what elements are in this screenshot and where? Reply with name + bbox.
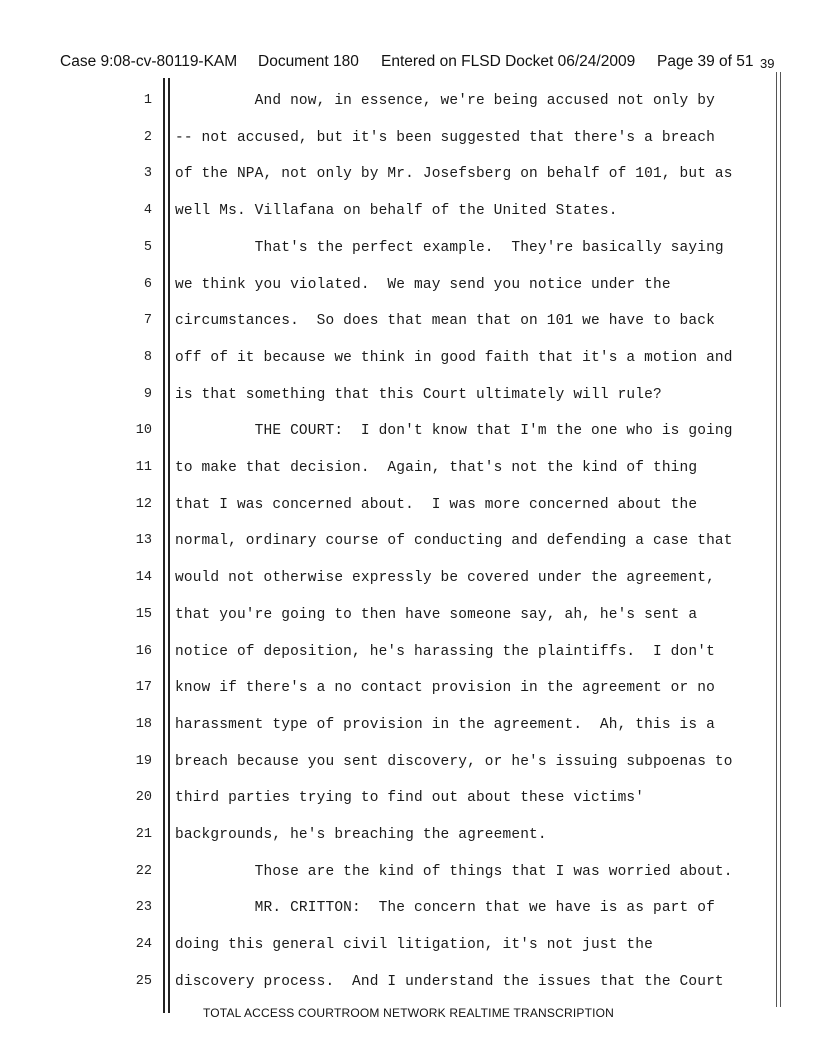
line-text: would not otherwise expressly be covered under the agreement,	[175, 570, 715, 587]
line-number: 11	[135, 460, 152, 475]
case-number: Case 9:08-cv-80119-KAM	[60, 53, 238, 70]
line-number: 13	[135, 533, 152, 549]
line-number: 24	[135, 937, 152, 953]
line-text: -- not accused, but it's been suggested that there's a breach	[175, 129, 715, 146]
transcript-line	[0, 350, 817, 380]
line-text: we think you violated. We may send you notice under the	[175, 276, 671, 293]
line-number: 3	[143, 166, 152, 182]
line-number: 15	[135, 606, 152, 622]
transcript-line	[0, 166, 817, 196]
line-text: doing this general civil litigation, it's not just the	[175, 937, 653, 954]
line-text: THE COURT: I don't know that I'm the one who is going	[175, 423, 733, 440]
line-number: 4	[143, 203, 152, 219]
transcript-line	[0, 754, 817, 784]
transcript-line	[0, 423, 817, 453]
line-number: 6	[143, 276, 152, 292]
transcript-line	[0, 790, 817, 820]
line-number: 7	[143, 313, 152, 329]
transcript-line	[0, 313, 817, 343]
line-text: discovery process. And I understand the issues that the Court	[175, 973, 724, 990]
line-text: circumstances. So does that mean that on 101 we have to back	[175, 313, 715, 330]
line-text: breach because you sent discovery, or he's issuing subpoenas to	[175, 753, 733, 770]
line-text: MR. CRITTON: The concern that we have is as part of	[175, 900, 715, 917]
line-number: 23	[135, 900, 152, 916]
line-number: 12	[135, 496, 152, 512]
line-number: 1	[143, 93, 152, 108]
line-text: well Ms. Villafana on behalf of the United States.	[175, 203, 618, 220]
transcript-line	[0, 497, 817, 527]
line-text: know if there's a no contact provision in the agreement or no	[175, 680, 715, 697]
line-text: that you're going to then have someone say, ah, he's sent a	[175, 606, 698, 623]
line-number: 5	[143, 239, 152, 255]
transcript-line	[0, 203, 817, 233]
transcript-line	[0, 570, 817, 600]
line-text: off of it because we think in good faith that it's a motion and	[175, 349, 733, 366]
transcript-line	[0, 277, 817, 307]
line-number: 18	[135, 716, 152, 732]
line-number: 21	[135, 827, 152, 842]
transcript-line	[0, 460, 817, 490]
line-number: 14	[135, 570, 152, 586]
line-text: notice of deposition, he's harassing the plaintiffs. I don't	[175, 643, 715, 660]
line-number: 2	[143, 129, 152, 145]
transcript-line	[0, 240, 817, 270]
line-text: Those are the kind of things that I was worried about.	[175, 863, 733, 880]
line-number: 10	[135, 423, 152, 439]
page-of-total: Page 39 of 51	[657, 53, 754, 70]
line-text: That's the perfect example. They're basically saying	[175, 239, 724, 256]
docket-entry-date: Entered on FLSD Docket 06/24/2009	[381, 53, 636, 70]
transcription-footer: TOTAL ACCESS COURTROOM NETWORK REALTIME TRANSCRIPTION	[202, 1006, 615, 1020]
transcript-line	[0, 937, 817, 967]
transcript-page-number: 39	[760, 56, 775, 71]
line-text: third parties trying to find out about these victims'	[175, 790, 645, 807]
line-text: And now, in essence, we're being accused not only by	[175, 93, 715, 109]
line-number: 25	[135, 973, 152, 989]
line-number: 9	[143, 386, 152, 402]
line-number: 22	[135, 863, 152, 879]
line-number: 16	[135, 643, 152, 659]
transcript-line	[0, 607, 817, 637]
line-number: 19	[135, 753, 152, 769]
line-number: 17	[135, 680, 152, 696]
line-text: to make that decision. Again, that's not the kind of thing	[175, 460, 698, 476]
line-text: harassment type of provision in the agreement. Ah, this is a	[175, 716, 715, 733]
transcript-line	[0, 680, 817, 710]
transcript-line	[0, 974, 817, 1004]
transcript-line	[0, 533, 817, 563]
line-text: backgrounds, he's breaching the agreement.	[175, 827, 547, 843]
transcript-line	[0, 827, 817, 857]
line-text: normal, ordinary course of conducting and defending a case that	[175, 533, 733, 550]
line-text: is that something that this Court ultimately will rule?	[175, 386, 662, 403]
line-number: 20	[135, 790, 152, 806]
document-number: Document 180	[258, 53, 359, 70]
transcript-line	[0, 900, 817, 930]
transcript-line	[0, 93, 817, 123]
transcript-line	[0, 387, 817, 417]
transcript-line	[0, 130, 817, 160]
transcript-line	[0, 644, 817, 674]
line-text: of the NPA, not only by Mr. Josefsberg on behalf of 101, but as	[175, 166, 733, 183]
transcript-line	[0, 864, 817, 894]
transcript-line	[0, 717, 817, 747]
line-text: that I was concerned about. I was more concerned about the	[175, 496, 698, 513]
line-number: 8	[143, 349, 152, 365]
